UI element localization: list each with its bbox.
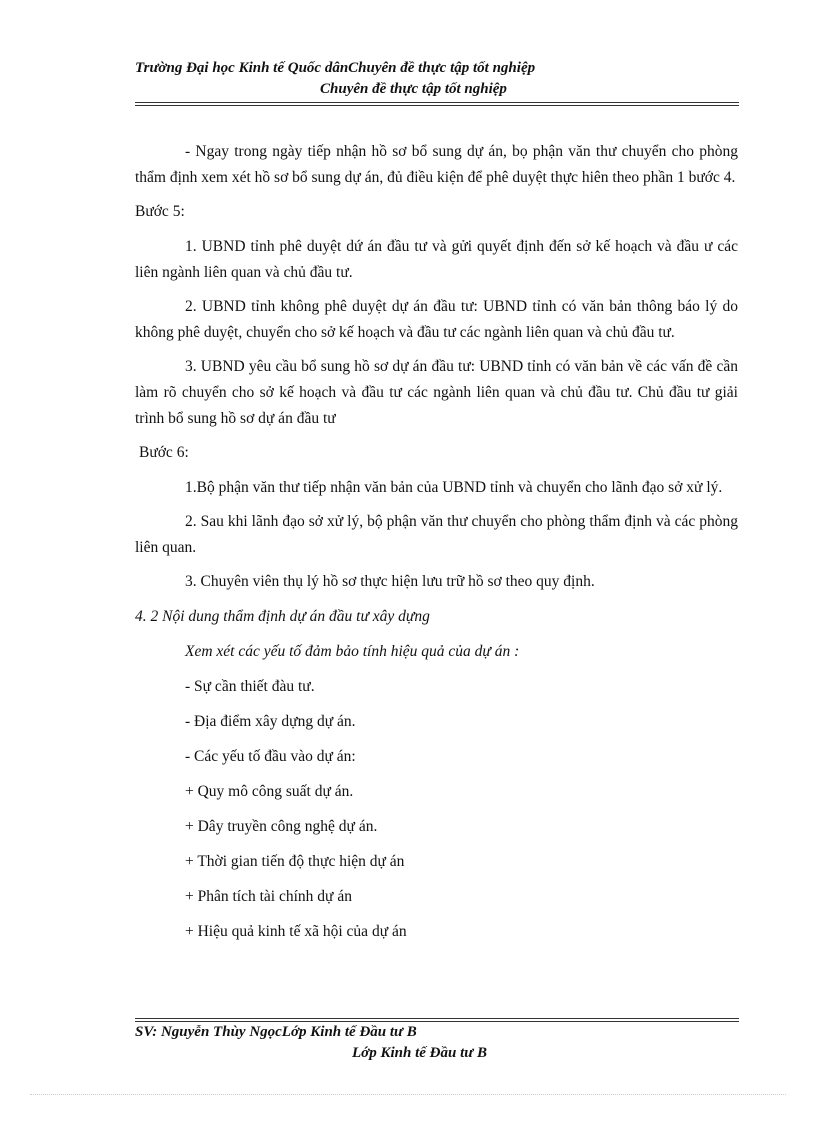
step-6-label: Bước 6:: [139, 444, 189, 461]
list-item: - Địa điểm xây dựng dự án.: [185, 713, 356, 730]
paragraph-step5-supplement: 3. UBND yêu cầu bổ sung hồ sơ dự án đầu tư: UBND tỉnh có văn bản về các vấn đề cần làm rõ chuyển cho sở kế hoạch và đầu tư các ngành liên quan và chủ đầu tư. Chủ đầu tư giải trình bổ sung hồ sơ dự án đầu tư: [135, 358, 738, 427]
footer-class-name: Lớp Kinh tế Đầu tư B: [352, 1045, 487, 1061]
list-item: - Các yếu tố đầu vào dự án:: [185, 748, 356, 765]
list-item: + Hiệu quả kinh tế xã hội của dự án: [185, 923, 407, 940]
list-item: + Quy mô công suất dự án.: [185, 783, 354, 800]
footer-rule-top: [135, 1018, 739, 1019]
list-item: + Thời gian tiến độ thực hiện dự án: [185, 853, 405, 870]
header-school-title: Trường Đại học Kinh tế Quốc dânChuyên đề thực tập tốt nghiệp: [135, 60, 536, 76]
header-rule-bottom: [135, 105, 739, 106]
paragraph-receive-supplement: - Ngay trong ngày tiếp nhận hồ sơ bổ sung dự án, bọ phận văn thư chuyển cho phòng thẩm định xem xét hồ sơ bổ sung dự án, đủ điều kiện để phê duyệt thực hiên theo phần 1 bước 4.: [135, 143, 738, 186]
paragraph-step6-forward: 2. Sau khi lãnh đạo sở xử lý, bộ phận văn thư chuyển cho phòng thẩm định và các phòng liên quan.: [135, 513, 738, 556]
section-heading: 4. 2 Nội dung thẩm định dự án đầu tư xây dựng: [135, 608, 430, 625]
paragraph-step5-reject: 2. UBND tỉnh không phê duyệt dự án đầu tư: UBND tỉnh có văn bản thông báo lý do không phê duyệt, chuyển cho sở kế hoạch và đầu tư các ngành liên quan và chủ đầu tư.: [135, 298, 738, 341]
footer-student-name: SV: Nguyễn Thùy NgọcLớp Kinh tế Đầu tư B: [135, 1024, 417, 1040]
paragraph-step6-receive: 1.Bộ phận văn thư tiếp nhận văn bản của UBND tỉnh và chuyển cho lãnh đạo sở xử lý.: [185, 479, 723, 496]
list-item: - Sự cần thiết đàu tư.: [185, 678, 315, 695]
footer-rule-bottom: [135, 1021, 739, 1022]
page-bottom-divider: [30, 1094, 786, 1095]
step-5-label: Bước 5:: [135, 203, 185, 220]
document-body: [135, 139, 738, 954]
paragraph-step5-approve: 1. UBND tỉnh phê duyệt dứ án đầu tư và gửi quyết định đến sở kế hoạch và đầu ư các liên ngành liên quan và chủ đầu tư.: [135, 238, 738, 281]
list-item: + Dây truyền công nghệ dự án.: [185, 818, 378, 835]
list-item: + Phân tích tài chính dự án: [185, 888, 352, 905]
paragraph-step6-archive: 3. Chuyên viên thụ lý hồ sơ thực hiện lưu trữ hồ sơ theo quy định.: [185, 573, 595, 590]
section-subheading: Xem xét các yếu tố đảm bảo tính hiệu quả của dự án :: [185, 643, 520, 660]
header-rule-top: [135, 102, 739, 103]
header-report-title: Chuyên đề thực tập tốt nghiệp: [320, 81, 507, 97]
